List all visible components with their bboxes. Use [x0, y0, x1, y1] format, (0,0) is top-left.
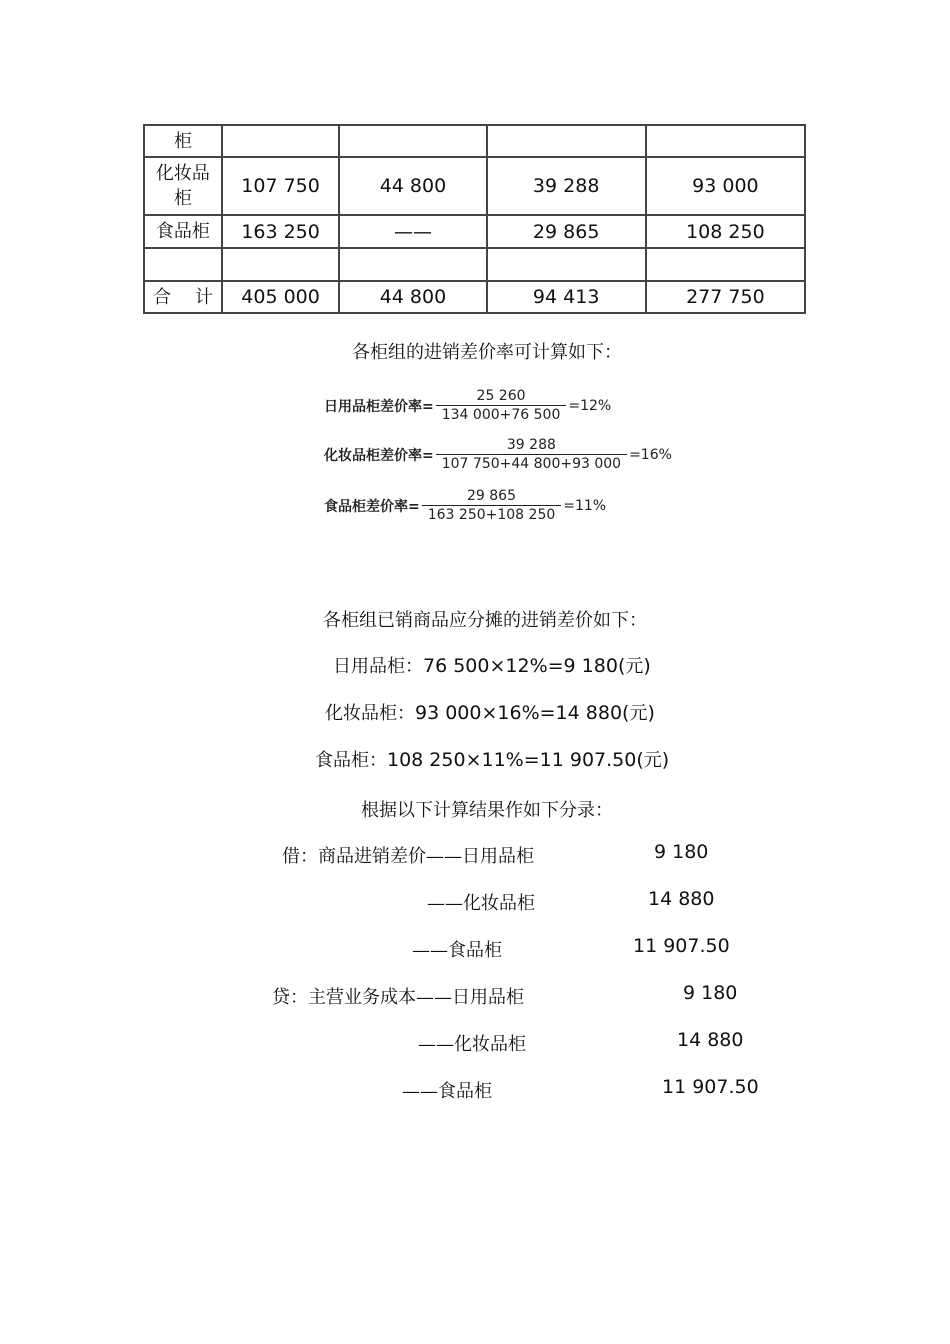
journal-entry-text: 借：商品进销差价——日用品柜	[282, 846, 534, 867]
row-label-total	[144, 281, 222, 313]
numerator: 29 865	[467, 488, 516, 504]
table-cell: 44 800	[339, 281, 486, 313]
alloc-unit: 元	[625, 656, 644, 677]
table-row	[144, 281, 805, 313]
table-cell	[646, 125, 805, 157]
alloc-label: 化妆品柜：	[325, 703, 415, 724]
alloc-line-daily	[333, 652, 651, 678]
journal-entry-text: ——化妆品柜	[418, 1034, 526, 1055]
journal-entry-text: 贷：主营业务成本——日用品柜	[272, 987, 524, 1008]
alloc-label: 食品柜：	[315, 750, 387, 771]
row-label-part: 合	[153, 286, 171, 308]
journal-entry-amount: 11 907.50	[662, 1076, 759, 1098]
numerator: 39 288	[506, 437, 556, 453]
journal-entry-amount: 14 880	[677, 1029, 744, 1051]
table-cell	[487, 125, 646, 157]
table-cell: 107 750	[222, 157, 339, 215]
table-cell: 29 865	[487, 215, 646, 248]
fraction	[436, 388, 567, 423]
alloc-close: )	[661, 749, 670, 771]
denominator: 163 250+108 250	[422, 505, 562, 523]
entry-intro: 根据以下计算结果作如下分录：	[361, 800, 613, 821]
journal-entry-amount: 9 180	[654, 841, 709, 863]
alloc-expr: 93 000×16%=14 880(	[415, 702, 630, 724]
row-label	[144, 248, 222, 281]
row-label: 化妆品柜	[144, 157, 222, 215]
formula-label: 化妆品柜差价率=	[324, 447, 434, 464]
table-cell	[339, 248, 486, 281]
numerator: 25 260	[476, 388, 526, 404]
formula-label: 日用品柜差价率=	[324, 398, 434, 415]
table-cell	[222, 125, 339, 157]
denominator: 134 000+76 500	[436, 405, 567, 423]
journal-entry-text: ——食品柜	[412, 940, 502, 961]
table-cell: 108 250	[646, 215, 805, 248]
journal-entry-amount: 9 180	[683, 982, 738, 1004]
table-cell	[487, 248, 646, 281]
table-cell: 39 288	[487, 157, 646, 215]
table-cell	[222, 248, 339, 281]
row-label: 柜	[144, 125, 222, 157]
table-cell	[339, 125, 486, 157]
table-row	[144, 215, 805, 248]
journal-entry-text: ——食品柜	[402, 1081, 492, 1102]
alloc-expr: 76 500×12%=9 180(	[423, 655, 626, 677]
alloc-line-food	[315, 746, 669, 772]
alloc-line-cosmetics	[325, 699, 655, 725]
table-cell: ——	[339, 215, 486, 248]
alloc-label: 日用品柜：	[333, 656, 423, 677]
table-cell: 163 250	[222, 215, 339, 248]
table-row	[144, 248, 805, 281]
formula-result: =11%	[563, 497, 607, 514]
alloc-intro: 各柜组已销商品应分摊的进销差价如下：	[323, 610, 647, 631]
journal-entry-amount: 11 907.50	[633, 935, 730, 957]
formula-daily	[324, 388, 611, 423]
alloc-unit: 元	[629, 703, 648, 724]
formula-result: =12%	[568, 397, 612, 414]
table-cell: 405 000	[222, 281, 339, 313]
fraction	[436, 437, 627, 472]
alloc-unit: 元	[643, 750, 662, 771]
formula-food	[324, 488, 606, 523]
table-cell: 93 000	[646, 157, 805, 215]
row-label-part: 计	[194, 286, 213, 308]
table-cell: 44 800	[339, 157, 486, 215]
inventory-table	[143, 124, 806, 314]
table-cell	[646, 248, 805, 281]
table-cell: 277 750	[646, 281, 805, 313]
row-label: 食品柜	[144, 215, 222, 248]
formula-result: =16%	[629, 446, 672, 463]
alloc-close: )	[647, 702, 655, 724]
alloc-expr: 108 250×11%=11 907.50(	[387, 749, 644, 771]
rate-intro: 各柜组的进销差价率可计算如下：	[352, 342, 622, 363]
table-row	[144, 125, 805, 157]
fraction	[422, 488, 562, 523]
alloc-close: )	[643, 655, 651, 677]
journal-entry-amount: 14 880	[648, 888, 715, 910]
journal-entry-text: ——化妆品柜	[427, 893, 535, 914]
denominator: 107 750+44 800+93 000	[436, 454, 627, 472]
table-row	[144, 157, 805, 215]
table-cell: 94 413	[487, 281, 646, 313]
formula-label: 食品柜差价率=	[324, 498, 420, 515]
formula-cosmetics	[324, 437, 672, 472]
